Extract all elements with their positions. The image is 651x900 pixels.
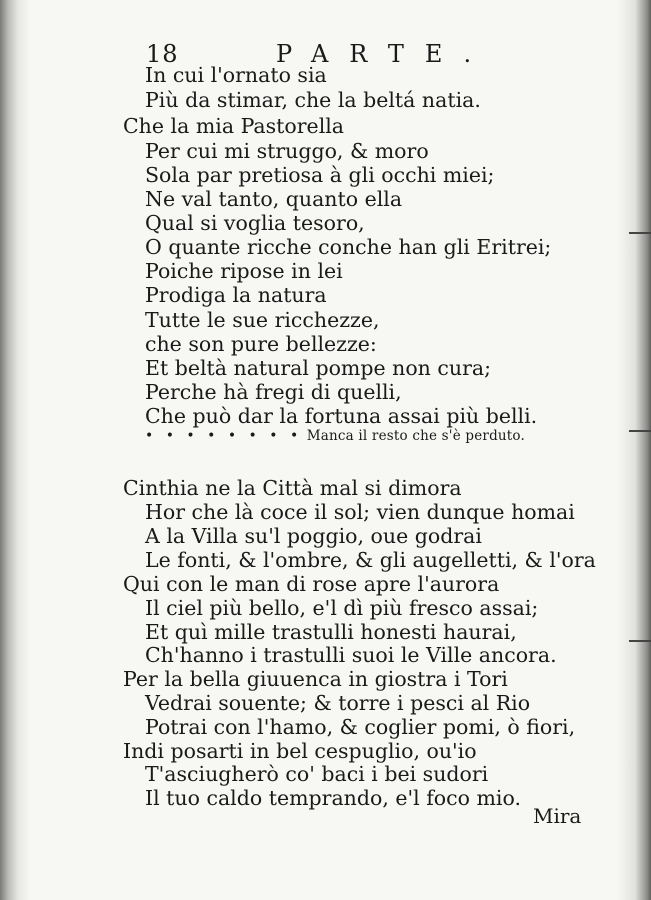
verse-line: Per la bella giuuenca in giostra i Tori bbox=[123, 667, 508, 691]
verse-line: In cui l'ornato sia bbox=[145, 63, 327, 87]
verse-line: Qui con le man di rose apre l'aurora bbox=[123, 572, 500, 596]
edge-mark bbox=[629, 640, 651, 642]
verse-line: Potrai con l'hamo, & coglier pomi, ò fiori, bbox=[145, 715, 576, 739]
page-edge-right bbox=[617, 0, 651, 900]
verse-line: Ch'hanno i trastulli suoi le Ville ancora. bbox=[145, 643, 557, 667]
verse-line: O quante ricche conche han gli Eritrei; bbox=[145, 235, 552, 259]
verse-line: che son pure bellezze: bbox=[145, 332, 377, 356]
verse-line: Et quì mille trastulli honesti haurai, bbox=[145, 620, 517, 644]
verse-line: Ne val tanto, quanto ella bbox=[145, 187, 403, 211]
verse-line: Le fonti, & l'ombre, & gli augelletti, & l'ora bbox=[145, 548, 596, 572]
missing-text-label: Manca il resto che s'è perduto. bbox=[306, 428, 526, 444]
verse-line: T'asciugherò co' baci i bei sudori bbox=[145, 762, 489, 786]
missing-text-note bbox=[145, 428, 525, 444]
binding-shadow-left bbox=[0, 0, 30, 900]
verse-line: Cinthia ne la Città mal si dimora bbox=[123, 476, 462, 500]
page-number: 18 bbox=[146, 40, 179, 68]
verse-line: Più da stimar, che la beltá natia. bbox=[145, 88, 481, 112]
catchword: Mira bbox=[533, 804, 582, 828]
verse-line: Indi posarti in bel cespuglio, ou'io bbox=[123, 739, 477, 763]
verse-line: Prodiga la natura bbox=[145, 283, 327, 307]
ellipsis-dots: • • • • • • • • bbox=[145, 428, 303, 444]
verse-line: Hor che là coce il sol; vien dunque homai bbox=[145, 500, 575, 524]
verse-line: Tutte le sue ricchezze, bbox=[145, 308, 380, 332]
verse-line: Che può dar la fortuna assai più belli. bbox=[145, 404, 538, 428]
verse-line: Il tuo caldo temprando, e'l foco mio. bbox=[145, 786, 521, 810]
verse-line: Il ciel più bello, e'l dì più fresco assai; bbox=[145, 596, 539, 620]
running-head: PARTE. bbox=[276, 40, 493, 68]
verse-line: Qual si voglia tesoro, bbox=[145, 211, 365, 235]
verse-line: A la Villa su'l poggio, oue godrai bbox=[145, 524, 482, 548]
edge-mark bbox=[629, 232, 651, 234]
verse-line: Vedrai souente; & torre i pesci al Rio bbox=[145, 691, 531, 715]
verse-line: Sola par pretiosa à gli occhi miei; bbox=[145, 163, 495, 187]
verse-line: Et beltà natural pompe non cura; bbox=[145, 356, 492, 380]
verse-line: Che la mia Pastorella bbox=[123, 114, 345, 138]
verse-line: Poiche ripose in lei bbox=[145, 259, 343, 283]
verse-line: Perche hà fregi di quelli, bbox=[145, 380, 402, 404]
verse-line: Per cui mi struggo, & moro bbox=[145, 139, 429, 163]
edge-mark bbox=[629, 430, 651, 432]
